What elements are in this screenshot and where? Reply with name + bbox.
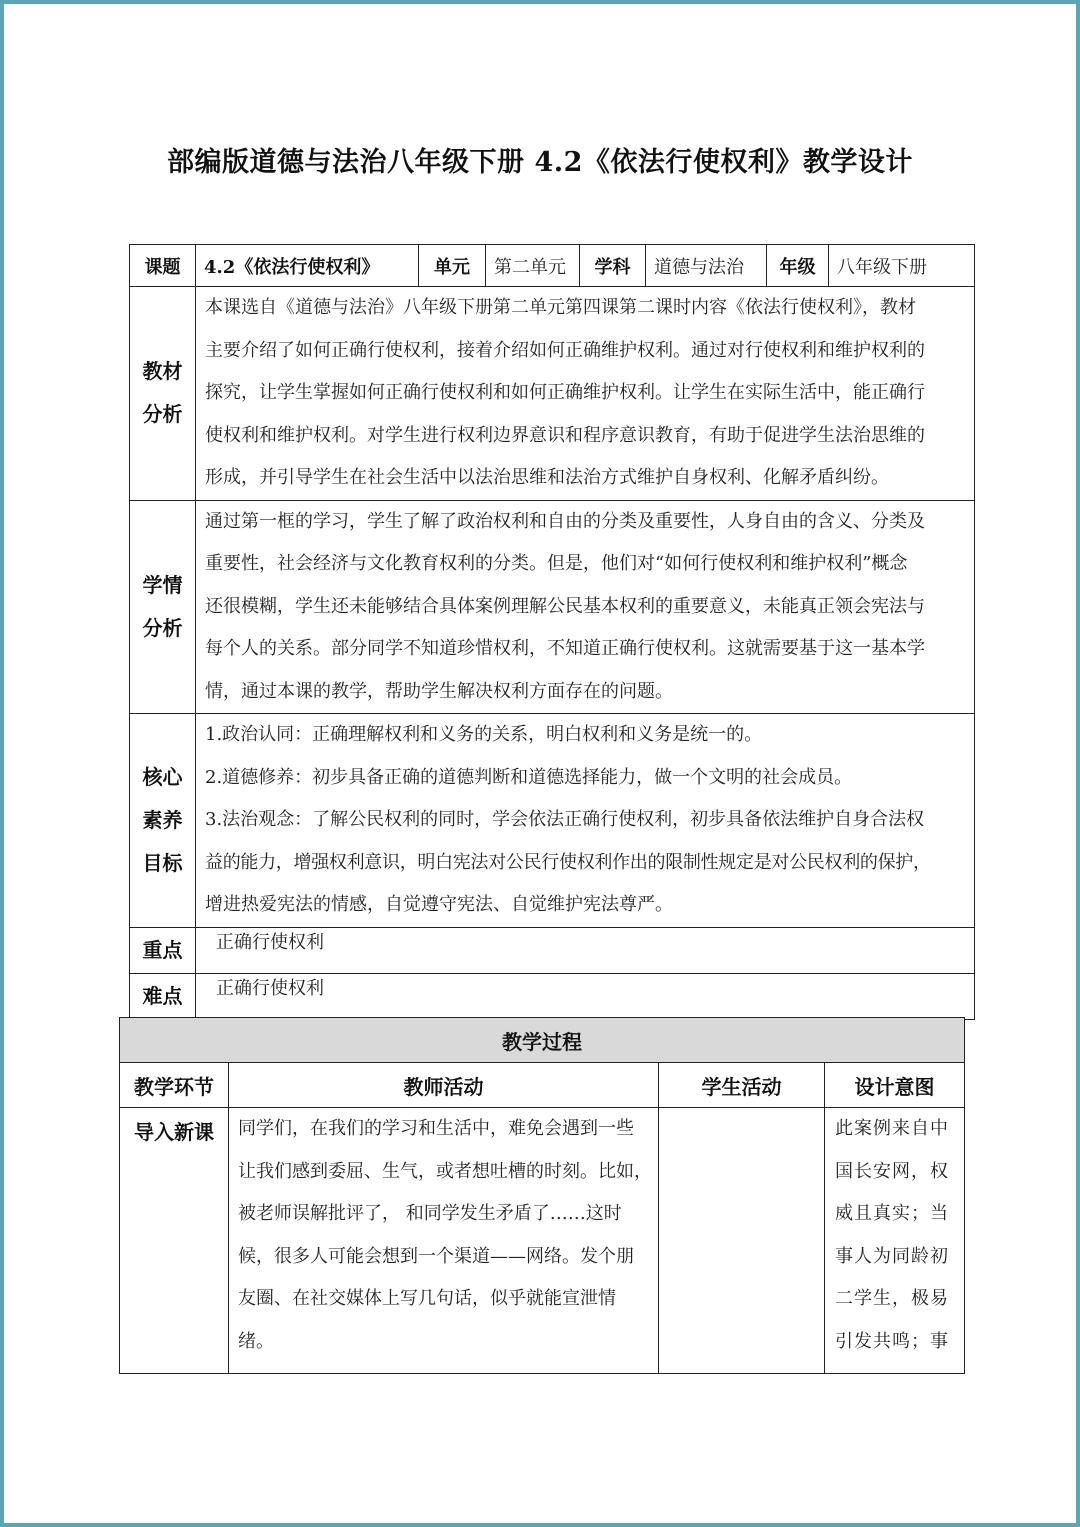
teaching-process-table [119,1017,965,1374]
col-header-intent: 设计意图 [825,1063,965,1108]
material-row [130,287,975,501]
process-title: 教学过程 [120,1018,965,1063]
page-title: 部编版道德与法治八年级下册 4.2《依法行使权利》教学设计 [167,147,913,178]
subject-label: 学科 [580,245,646,287]
lesson-info-table [129,244,975,1020]
process-header-row [120,1063,965,1108]
process-title-row [120,1018,965,1063]
course-value: 4.2《依法行使权利》 [196,245,419,287]
difficult-point-value: 正确行使权利 [196,973,975,1019]
material-analysis-text: 本课选自《道德与法治》八年级下册第二单元第四课第二课时内容《依法行使权利》，教材 主要介绍了如何正确行使权利，接着介绍如何正确维护权利。通过对行使权利和维护权利的 探究，让学生掌握如何正确行使权利和如何正确维护权利。让学生在实际生活中，能正确行 使权利和维护权利。对学生进行权利边界意识和程序意识教育，有助于促进学生法治思维的 形成，并引导学生在社会生活中以法治思维和法治方式维护自身权利、化解矛盾纠纷。 [196,287,975,501]
process-row [120,1108,965,1374]
goals-row [130,714,975,928]
unit-value: 第二单元 [486,245,580,287]
col-header-teacher: 教师活动 [229,1063,659,1108]
key-point-label: 重点 [130,927,196,973]
teacher-activity-cell: 同学们，在我们的学习和生活中，难免会遇到一些 让我们感到委屈、生气，或者想吐槽的时刻。比如， 被老师误解批评了， 和同学发生矛盾了……这时 候，很多人可能会想到一个渠道——网络。发个朋 友圈、在社交媒体上写几句话，似乎就能宣泄情 绪。 [229,1108,659,1374]
difficult-point-row [130,973,975,1019]
subject-value: 道德与法治 [646,245,767,287]
header-row [130,245,975,287]
material-label: 教材 分析 [130,287,196,501]
learner-row [130,500,975,714]
key-point-row [130,927,975,973]
learner-analysis-text: 通过第一框的学习，学生了解了政治权利和自由的分类及重要性，人身自由的含义、分类及 重要性，社会经济与文化教育权利的分类。但是，他们对“如何行使权利和维护权利”概念 还很模糊，学生还未能够结合具体案例理解公民基本权利的重要意义，未能真正领会宪法与 每个人的关系。部分同学不知道珍惜权利，不知道正确行使权利。这就需要基于这一基本学 情，通过本课的教学，帮助学生解决权利方面存在的问题。 [196,500,975,714]
student-activity-cell [659,1108,825,1374]
difficult-point-label: 难点 [130,973,196,1019]
learner-label: 学情 分析 [130,500,196,714]
unit-label: 单元 [419,245,486,287]
goals-label: 核心 素养 目标 [130,714,196,928]
design-intent-cell: 此案例来自中 国长安网，权 威且真实；当 事人为同龄初 二学生，极易 引发共鸣；事 [825,1108,965,1374]
course-label: 课题 [130,245,196,287]
key-point-value: 正确行使权利 [196,927,975,973]
step-cell: 导入新课 [120,1108,229,1374]
col-header-student: 学生活动 [659,1063,825,1108]
goals-text: 1.政治认同：正确理解权利和义务的关系，明白权利和义务是统一的。 2.道德修养：初步具备正确的道德判断和道德选择能力，做一个文明的社会成员。 3.法治观念：了解公民权利的同时，学会依法正确行使权利，初步具备依法维护自身合法权 益的能力，增强权利意识，明白宪法对公民行使权利作出的限制性规定是对公民权利的保护， 增进热爱宪法的情感，自觉遵守宪法、自觉维护宪法尊严。 [196,714,975,928]
grade-label: 年级 [767,245,829,287]
grade-value: 八年级下册 [829,245,975,287]
col-header-step: 教学环节 [120,1063,229,1108]
